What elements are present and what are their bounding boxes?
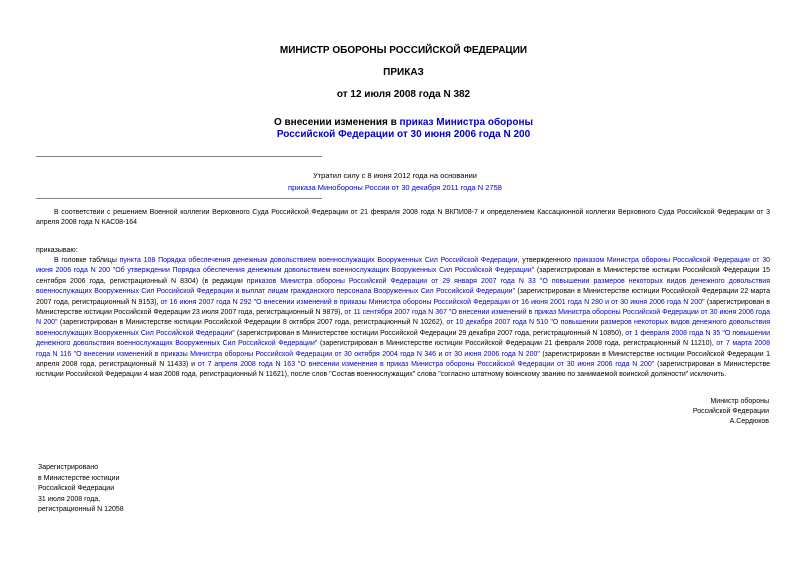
divider-top — [36, 156, 322, 157]
body-text: (зарегистрирован в Министерстве юстиции Российской Федерации 1 апреля 2008 года, регистрационный N 11433) и — [36, 350, 770, 369]
body-link-order-292[interactable]: от 16 июня 2007 года N 292 "О внесении изменений в приказы Министра обороны Российской Федерации от 16 июня 2001 года N 280 и от 30 июня 2006 года N 200" — [160, 298, 705, 306]
signature-name: А.Сердюков — [729, 418, 769, 425]
body-link-order-35[interactable]: от 1 февраля 2008 года N 35 "О повышении денежного довольствия военнослужащих Вооруженных Сил Российской Федерации" — [36, 329, 770, 348]
body-link-order-510[interactable]: от 10 декабря 2007 года N 510 "О повышении размеров некоторых видов денежного довольствия военнослужащих Вооруженных Сил Российской Федерации" — [36, 319, 771, 337]
registration-date: 31 июля 2008 года, — [38, 495, 101, 503]
signature-block — [569, 397, 769, 427]
document-type: ПРИКАЗ — [383, 67, 424, 78]
document-date-number: от 12 июля 2008 года N 382 — [336, 89, 471, 100]
registration-line: в Министерстве юстиции — [38, 474, 120, 482]
registration-number: регистрационный N 12058 — [38, 506, 124, 513]
body-text: (зарегистрирован в Министерстве юстиции Российской Федерации 22 марта 2007 года, регистрационный N 9153), — [36, 288, 770, 306]
title-link-part-2[interactable]: Российской Федерации от 30 июня 2006 года N 200 — [276, 129, 531, 140]
preamble-paragraph: В соответствии с решением Военной коллегии Верховного Суда Российской Федерации от 21 февраля 2008 года N ВКПИ08-7 и определением Кассационной коллегии Верховного Суда Российской Федерации от 3 апреля 2008 года N КАС08-164 — [36, 209, 770, 227]
main-paragraph — [36, 256, 770, 381]
body-text: В головке таблицы — [54, 257, 120, 264]
status-note-line: Утратил силу с 8 июня 2012 года на основании — [312, 171, 477, 180]
body-link-order-163[interactable]: от 7 апреля 2008 года N 163 "О внесении изменения в приказ Министра обороны Российской Федерации от 30 июня 2006 года N 200" — [197, 361, 655, 369]
title-prefix: О внесении изменения в — [273, 117, 400, 128]
body-link-order-367[interactable]: от 11 сентября 2007 года N 367 "О внесении изменений в приказ Министра обороны Российской Федерации от 30 июня 2006 года N 200" — [36, 309, 770, 327]
body-link-clause-108[interactable]: пункта 108 Порядка обеспечения денежным довольствием военнослужащих Вооруженных Сил Российской Федерации — [119, 257, 518, 264]
body-text: (зарегистрирован в Министерстве юстиции Российской Федерации 23 июля 2007 года, регистрационный N 9879), — [36, 298, 770, 317]
divider-bottom — [36, 198, 322, 199]
ministry-heading: МИНИСТР ОБОРОНЫ РОССИЙСКОЙ ФЕДЕРАЦИИ — [279, 45, 528, 56]
body-text: (зарегистрирован в Министерстве юстиции Российской Федерации 15 сентября 2006 года, регистрационный N 8304) (в редакции — [36, 267, 771, 285]
signature-line: Министр обороны — [710, 398, 769, 405]
order-word: приказываю: — [36, 247, 78, 254]
registration-line: Российской Федерации — [38, 485, 115, 492]
body-text: (зарегистрирован в Министерстве юстиции Российской Федерации 4 мая 2008 года, регистрационный N 11621), после слов "Состав военнослужащих" слова "согласно штатному воинскому званию по занимаемой воинской должности" исключить. — [36, 361, 770, 379]
body-text: , утвержденного — [517, 257, 574, 264]
title-link-part-1[interactable]: приказ Министра обороны — [399, 117, 534, 128]
document-title — [0, 117, 807, 141]
body-text: (зарегистрирован в Министерстве юстиции Российской Федерации 21 февраля 2008 года, регистрационный N 11210), — [317, 340, 717, 348]
registration-line: Зарегистрировано — [38, 464, 98, 471]
revoking-order-link[interactable]: приказа Минобороны России от 30 декабря 2011 года N 2758 — [288, 183, 502, 192]
body-text: (зарегистрирован в Министерстве юстиции Российской Федерации 29 декабря 2007 года, регистрационный N 10850), — [234, 329, 626, 337]
body-link-order-200[interactable]: приказом Министра обороны Российской Федерации от 30 июня 2006 года N 200 "Об утверждении Порядка обеспечения денежным довольствием военнослужащих Вооруженных Сил Российской Федерации" — [36, 257, 770, 275]
signature-line: Российской Федерации — [692, 408, 769, 415]
status-note — [250, 170, 540, 194]
registration-block — [38, 463, 238, 516]
body-link-order-116[interactable]: от 7 марта 2008 года N 116 "О внесении изменений в приказы Министра обороны Российской Федерации от 30 октября 2004 года N 346 и от 30 июня 2006 года N 200" — [36, 340, 770, 358]
body-link-order-33[interactable]: приказов Министра обороны Российской Федерации от 29 января 2007 года N 33 "О повышении размеров некоторых видов денежного довольствия военнослужащих Вооруженных Сил Российской Федерации и выплат лицам гражданского персонала Вооруженных Сил Российской Федерации" — [36, 277, 770, 296]
body-text: (зарегистрирован в Министерстве юстиции Российской Федерации 8 октября 2007 года, регистрационный N 10262), — [57, 319, 447, 327]
